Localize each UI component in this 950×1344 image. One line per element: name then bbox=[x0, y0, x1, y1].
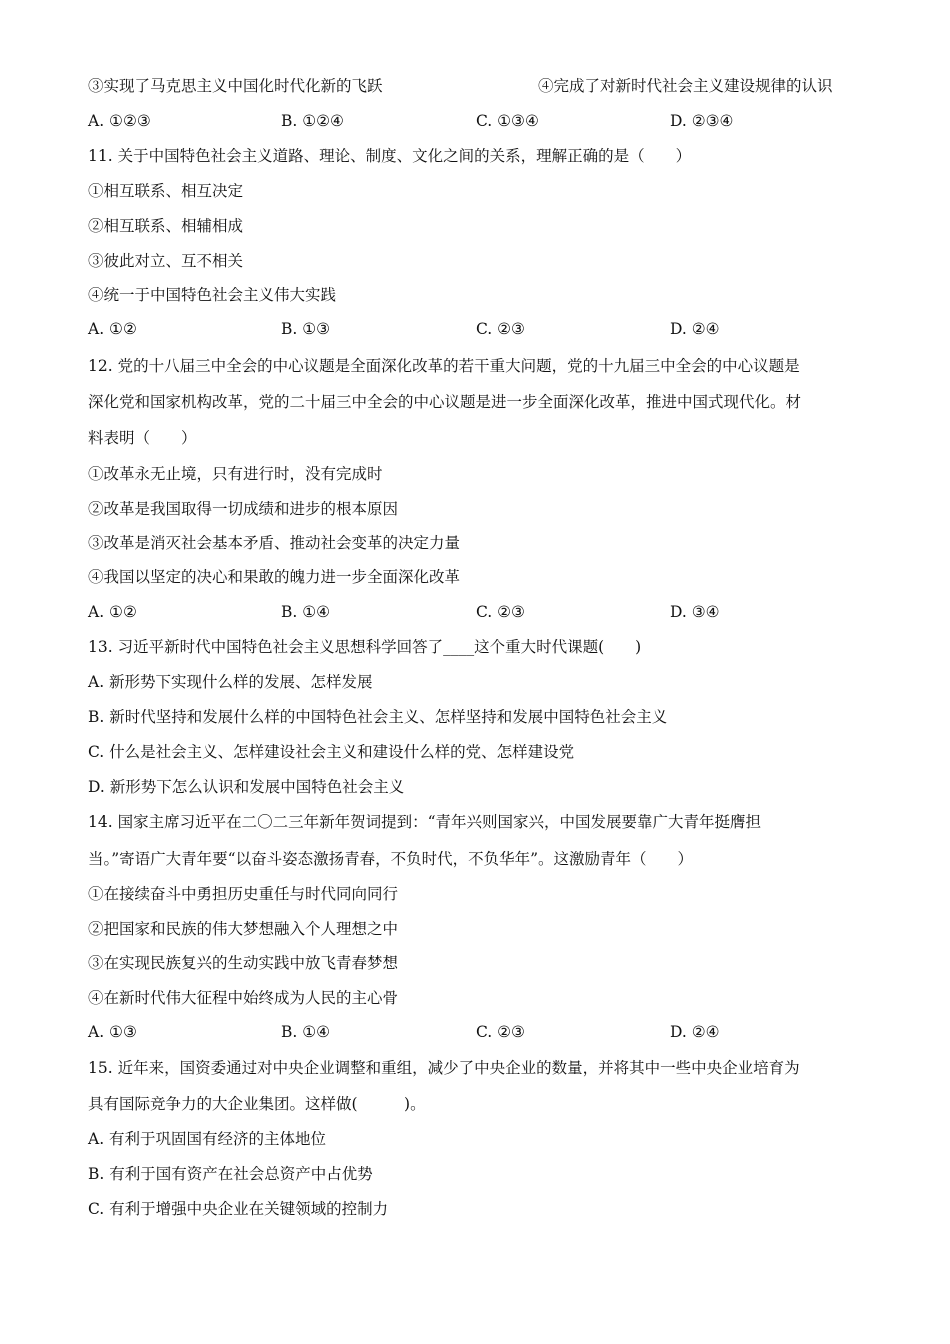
question-14-stem-line-1: 14. 国家主席习近平在二〇二三年新年贺词提到：“青年兴则国家兴，中国发展要靠广大青年挺膺担 bbox=[88, 813, 762, 831]
answer-options-q11 bbox=[88, 319, 868, 339]
q12-item-2: ②改革是我国取得一切成绩和进步的根本原因 bbox=[88, 500, 399, 518]
q11-item-4: ④统一于中国特色社会主义伟大实践 bbox=[88, 286, 337, 304]
answer-option-a: A. ①② bbox=[88, 603, 137, 621]
option-item-3: ③实现了马克思主义中国化时代化新的飞跃 bbox=[88, 77, 383, 95]
q15-choice-a: A. 有利于巩固国有经济的主体地位 bbox=[88, 1130, 327, 1148]
answer-option-d: D. ②③④ bbox=[670, 112, 734, 130]
q13-choice-b: B. 新时代坚持和发展什么样的中国特色社会主义、怎样坚持和发展中国特色社会主义 bbox=[88, 708, 668, 726]
q15-choice-c: C. 有利于增强中央企业在关键领域的控制力 bbox=[88, 1200, 389, 1218]
answer-option-a: A. ①③ bbox=[88, 1023, 137, 1041]
q15-choice-b: B. 有利于国有资产在社会总资产中占优势 bbox=[88, 1165, 373, 1183]
answer-option-a: A. ①②③ bbox=[88, 112, 151, 130]
answer-option-b: B. ①④ bbox=[281, 1023, 331, 1041]
question-15-stem-line-2: 具有国际竞争力的大企业集团。这样做( )。 bbox=[88, 1095, 426, 1113]
question-12-stem-line-2: 深化党和国家机构改革，党的二十届三中全会的中心议题是进一步全面深化改革，推进中国式现代化。材 bbox=[88, 393, 802, 411]
answer-options-q10 bbox=[88, 111, 868, 131]
answer-option-c: C. ①③④ bbox=[476, 112, 539, 130]
answer-option-c: C. ②③ bbox=[476, 603, 525, 621]
answer-option-d: D. ③④ bbox=[670, 603, 720, 621]
q13-choice-d: D. 新形势下怎么认识和发展中国特色社会主义 bbox=[88, 778, 405, 796]
q14-item-1: ①在接续奋斗中勇担历史重任与时代同向同行 bbox=[88, 885, 399, 903]
q14-item-2: ②把国家和民族的伟大梦想融入个人理想之中 bbox=[88, 920, 399, 938]
q13-choice-c: C. 什么是社会主义、怎样建设社会主义和建设什么样的党、怎样建设党 bbox=[88, 743, 575, 761]
question-13-stem: 13. 习近平新时代中国特色社会主义思想科学回答了____这个重大时代课题( ) bbox=[88, 638, 642, 656]
q11-item-2: ②相互联系、相辅相成 bbox=[88, 217, 244, 235]
question-12-stem-line-3: 料表明（ ） bbox=[88, 429, 197, 447]
answer-option-d: D. ②④ bbox=[670, 1023, 720, 1041]
q13-choice-a: A. 新形势下实现什么样的发展、怎样发展 bbox=[88, 673, 373, 691]
question-11-stem: 11. 关于中国特色社会主义道路、理论、制度、文化之间的关系，理解正确的是（ ） bbox=[88, 147, 692, 165]
q12-item-1: ①改革永无止境，只有进行时，没有完成时 bbox=[88, 465, 383, 483]
answer-option-b: B. ①②④ bbox=[281, 112, 344, 130]
question-12-stem-line-1: 12. 党的十八届三中全会的中心议题是全面深化改革的若干重大问题，党的十九届三中全会的中心议题是 bbox=[88, 357, 800, 375]
top-item-row bbox=[88, 76, 868, 96]
answer-options-q14 bbox=[88, 1022, 868, 1042]
answer-option-b: B. ①④ bbox=[281, 603, 331, 621]
answer-options-q12 bbox=[88, 602, 868, 622]
q14-item-3: ③在实现民族复兴的生动实践中放飞青春梦想 bbox=[88, 954, 399, 972]
question-15-stem-line-1: 15. 近年来，国资委通过对中央企业调整和重组，减少了中央企业的数量，并将其中一些中央企业培育为 bbox=[88, 1059, 800, 1077]
q11-item-3: ③彼此对立、互不相关 bbox=[88, 252, 244, 270]
option-item-4: ④完成了对新时代社会主义建设规律的认识 bbox=[538, 77, 833, 95]
q12-item-4: ④我国以坚定的决心和果敢的魄力进一步全面深化改革 bbox=[88, 568, 461, 586]
answer-option-b: B. ①③ bbox=[281, 320, 331, 338]
q14-item-4: ④在新时代伟大征程中始终成为人民的主心骨 bbox=[88, 989, 399, 1007]
q12-item-3: ③改革是消灭社会基本矛盾、推动社会变革的决定力量 bbox=[88, 534, 461, 552]
answer-option-d: D. ②④ bbox=[670, 320, 720, 338]
answer-option-a: A. ①② bbox=[88, 320, 137, 338]
q11-item-1: ①相互联系、相互决定 bbox=[88, 182, 244, 200]
answer-option-c: C. ②③ bbox=[476, 320, 525, 338]
answer-option-c: C. ②③ bbox=[476, 1023, 525, 1041]
question-14-stem-line-2: 当。”寄语广大青年要“以奋斗姿态激扬青春，不负时代，不负华年”。这激励青年（ ） bbox=[88, 850, 694, 868]
